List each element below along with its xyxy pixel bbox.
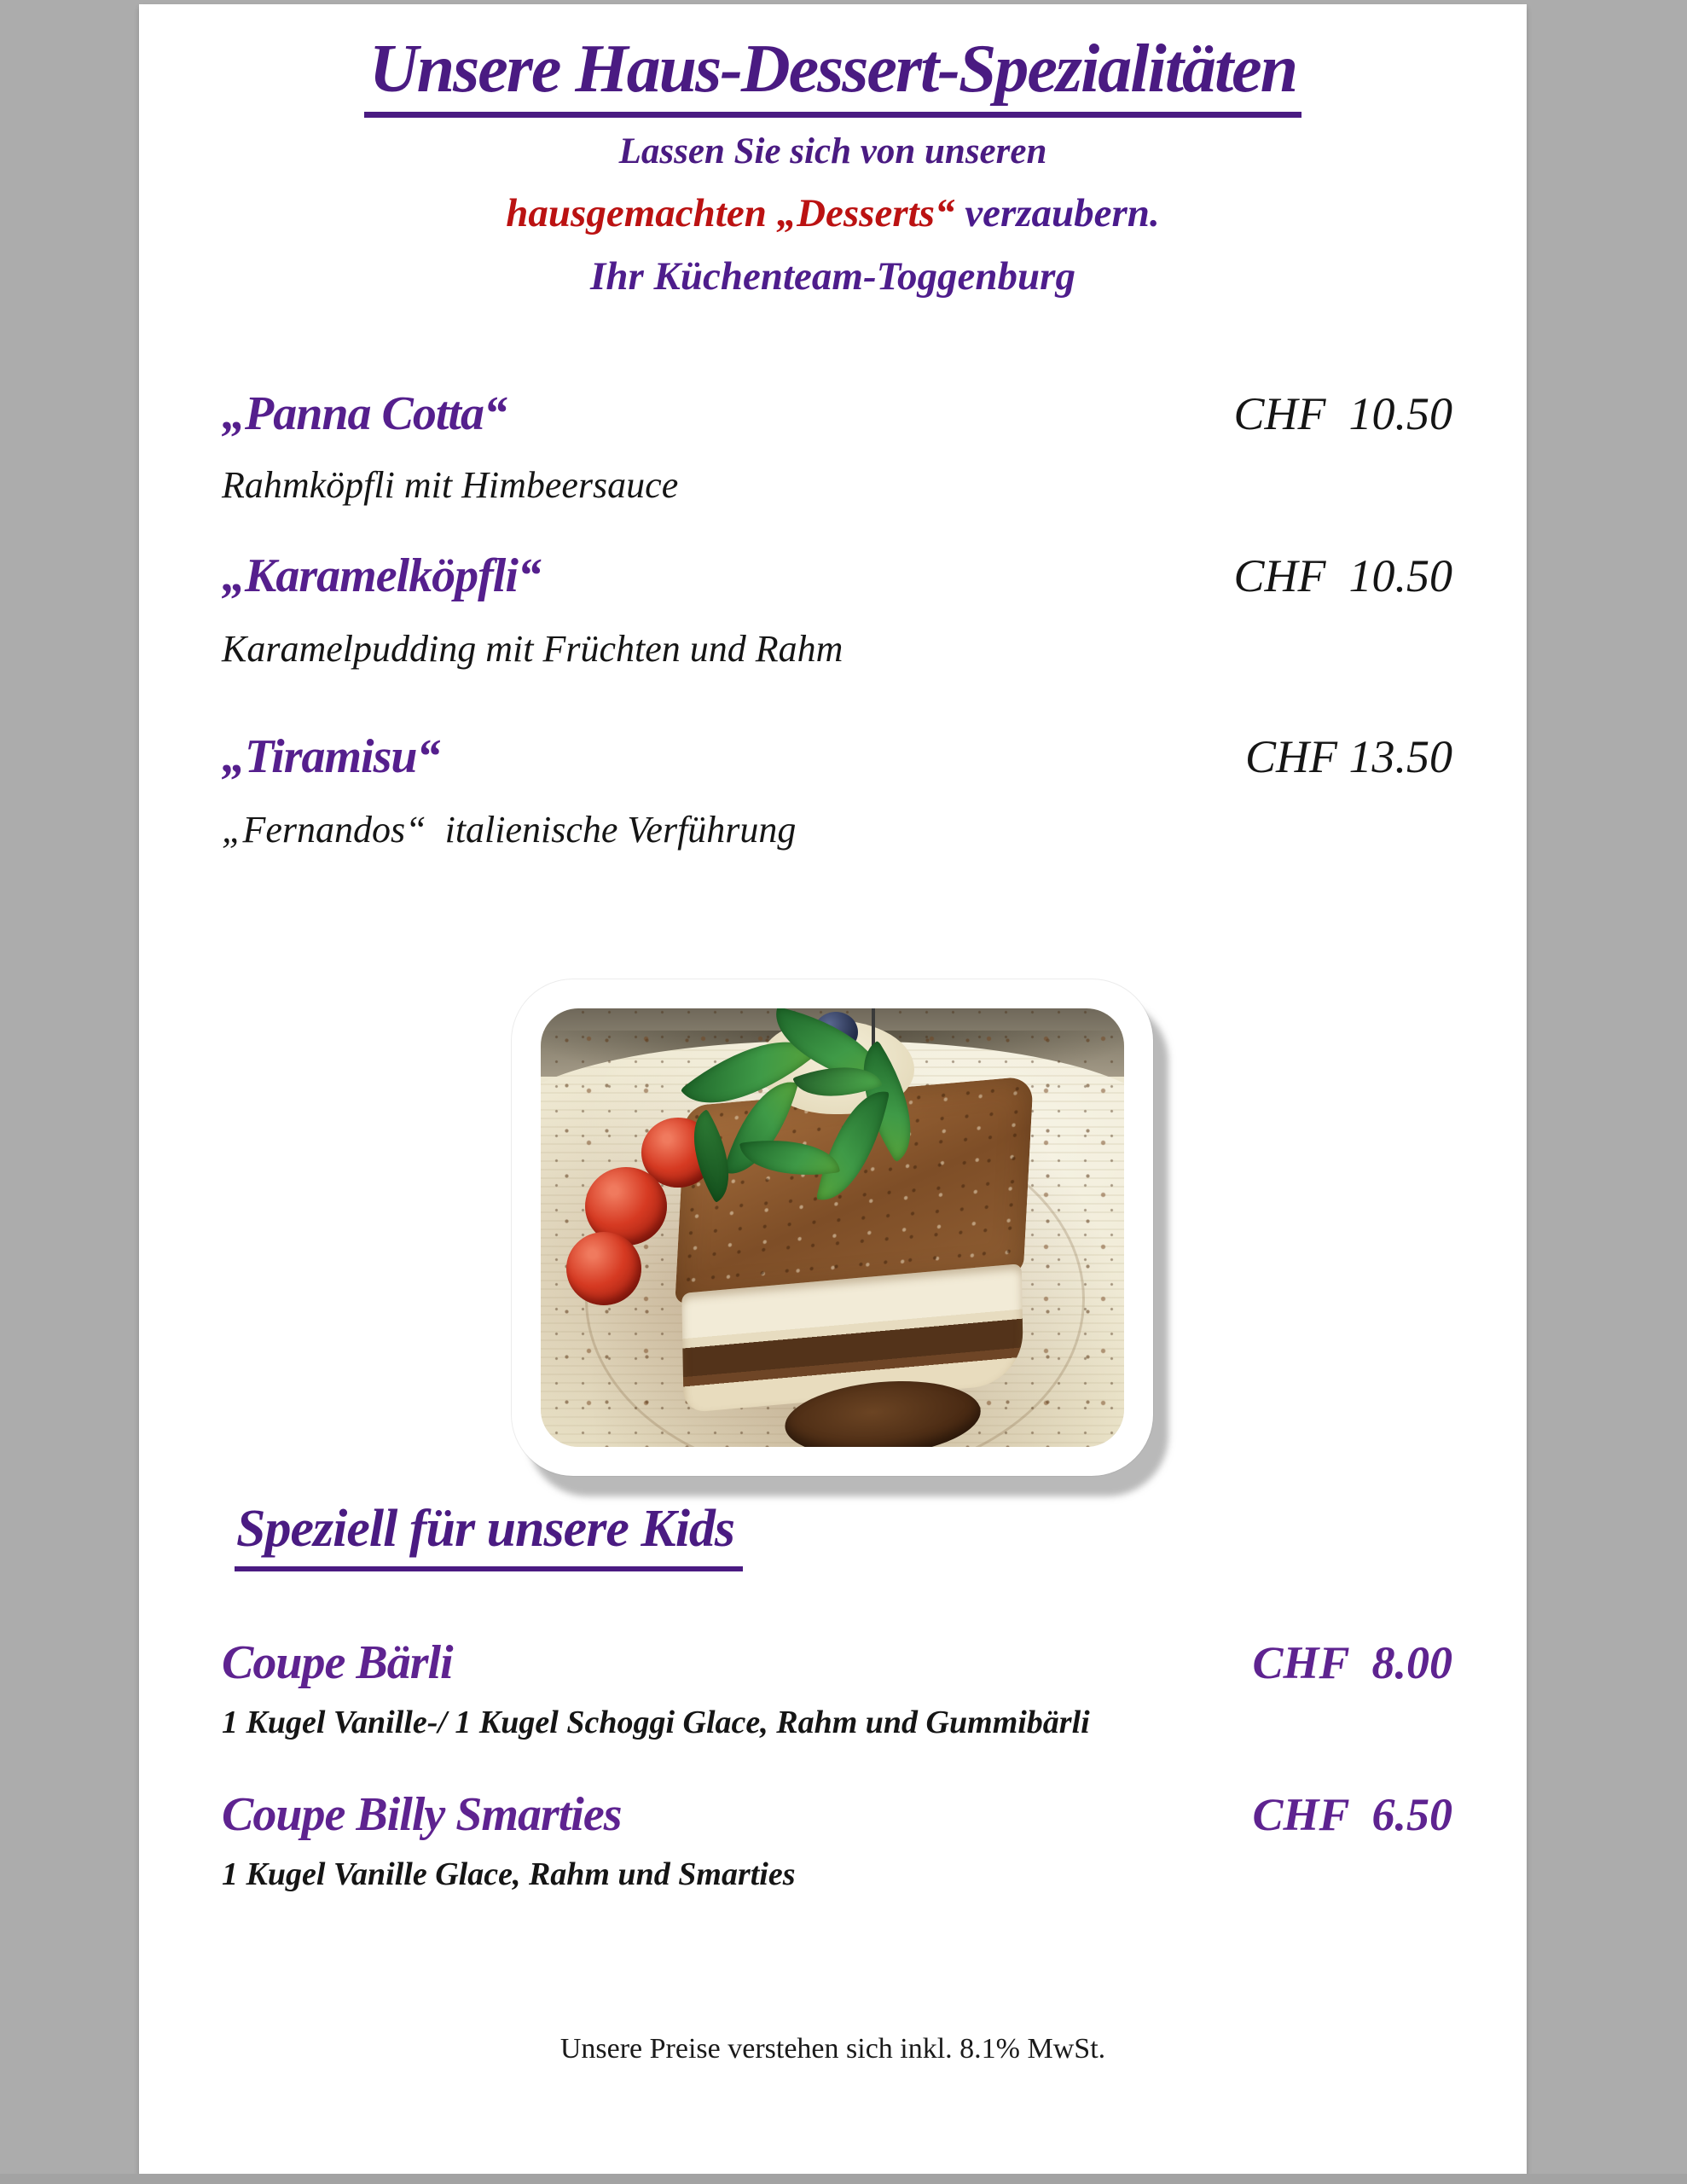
item-name: „Karamelköpfli“ [222,549,541,602]
item-price: CHF 13.50 [1245,731,1452,782]
subtitle-line-3: Ihr Küchenteam-Toggenburg [590,254,1075,299]
photo-strawberry [566,1232,641,1305]
header [139,30,1527,118]
kids-item-coupe-baerli [139,1635,1527,1690]
item-description: Rahmköpfli mit Himbeersauce [222,464,679,506]
item-price: CHF 8.00 [1252,1637,1452,1688]
item-name: Coupe Billy Smarties [222,1788,622,1841]
subtitle-purple-part: verzaubern. [954,191,1160,235]
item-description: „Fernandos“ italienische Verführung [222,809,797,851]
tiramisu-photo-content [541,1008,1124,1447]
menu-page [139,4,1527,2174]
kids-section-title: Speziell für unsere Kids [235,1499,743,1571]
item-description: 1 Kugel Vanille-/ 1 Kugel Schoggi Glace, Rahm und Gummibärli [222,1705,1090,1740]
tiramisu-photo [512,979,1153,1476]
item-price: CHF 6.50 [1252,1789,1452,1840]
subtitle-line-2 [139,190,1527,236]
menu-item-karamelkoepfli [139,549,1527,603]
item-description: Karamelpudding mit Früchten und Rahm [222,628,844,670]
item-name: „Panna Cotta“ [222,387,507,440]
vat-note: Unsere Preise verstehen sich inkl. 8.1% MwSt. [559,2033,1106,2065]
page-title: Unsere Haus-Dessert-Spezialitäten [364,30,1301,118]
kids-section-header [235,1499,743,1571]
item-price: CHF 10.50 [1233,550,1452,601]
menu-item-panna-cotta [139,386,1527,441]
backdrop-bottom-strip [0,2174,1687,2184]
item-name: Coupe Bärli [222,1636,453,1689]
subtitle-red-part: hausgemachten „Desserts“ [506,191,955,235]
item-name: „Tiramisu“ [222,730,440,783]
subtitle-line-1: Lassen Sie sich von unseren [618,131,1047,171]
menu-item-tiramisu [139,729,1527,784]
item-price: CHF 10.50 [1233,388,1452,439]
kids-item-coupe-billy-smarties [139,1787,1527,1842]
item-description: 1 Kugel Vanille Glace, Rahm und Smarties [222,1856,796,1892]
